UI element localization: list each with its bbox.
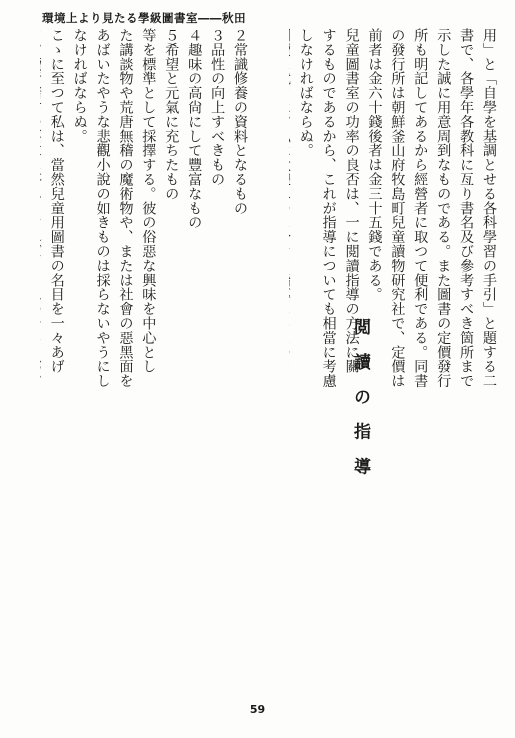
text-line: ４趣味の高尙にして豐富なもの bbox=[186, 28, 203, 230]
text-line: 用」と「自學を基調とせる各科學習の手引」と題する二 bbox=[481, 28, 497, 388]
text-line: するものであるから、これが指導についても相當に考慮 bbox=[320, 28, 337, 388]
text-line: しなければならぬ。 bbox=[297, 28, 314, 158]
page-number: 59 bbox=[249, 703, 266, 716]
section-heading: 閲 讀 の 指 導 bbox=[350, 318, 370, 481]
text-line: 示した誠に用意周到なものである。また圖書の定價發行 bbox=[435, 28, 452, 388]
left-column bbox=[40, 28, 251, 692]
text-line: 兒童圖書室の功率の良否は、一に閲讀指導の方法に關 bbox=[343, 28, 360, 374]
text-line: の發行所は朝鮮釜山府牧島町兒童讀物研究社で、定價は bbox=[389, 28, 406, 388]
text-line: ５希望と元氣に充ちたもの bbox=[163, 28, 180, 201]
text-line bbox=[289, 28, 294, 652]
right-column bbox=[289, 28, 500, 652]
text-line: 前者は金六十錢後者は金三十五錢である。 bbox=[366, 28, 383, 302]
text-line: 書で、各學年各教科に亙り書名及び參考すべき箇所まで bbox=[458, 28, 475, 388]
text-line: 所も明記してあるから經營者に取つて便利である。同書 bbox=[412, 28, 429, 388]
running-head: 環境上より見たる學級圖書室――秋田 bbox=[42, 11, 246, 25]
text-line: 等を標準として採擇する。彼の俗惡な興味を中心とし bbox=[140, 28, 157, 374]
text-line: ２常識修養の資料となるもの bbox=[232, 28, 248, 216]
text-line: た講談物や荒唐無稽の魔術物や、または社會の惡黑面を bbox=[117, 28, 134, 388]
text-line bbox=[40, 28, 45, 692]
text-line: あばいたやうな悲觀小說の如きものは採らないやうにし bbox=[94, 28, 111, 388]
text-line: なければならぬ。 bbox=[71, 28, 88, 144]
text-line: ３品性の向上すべきもの bbox=[209, 28, 226, 187]
text-line: こゝに至つて私は、當然兒童用圖書の名目を一々あげ bbox=[48, 28, 65, 374]
